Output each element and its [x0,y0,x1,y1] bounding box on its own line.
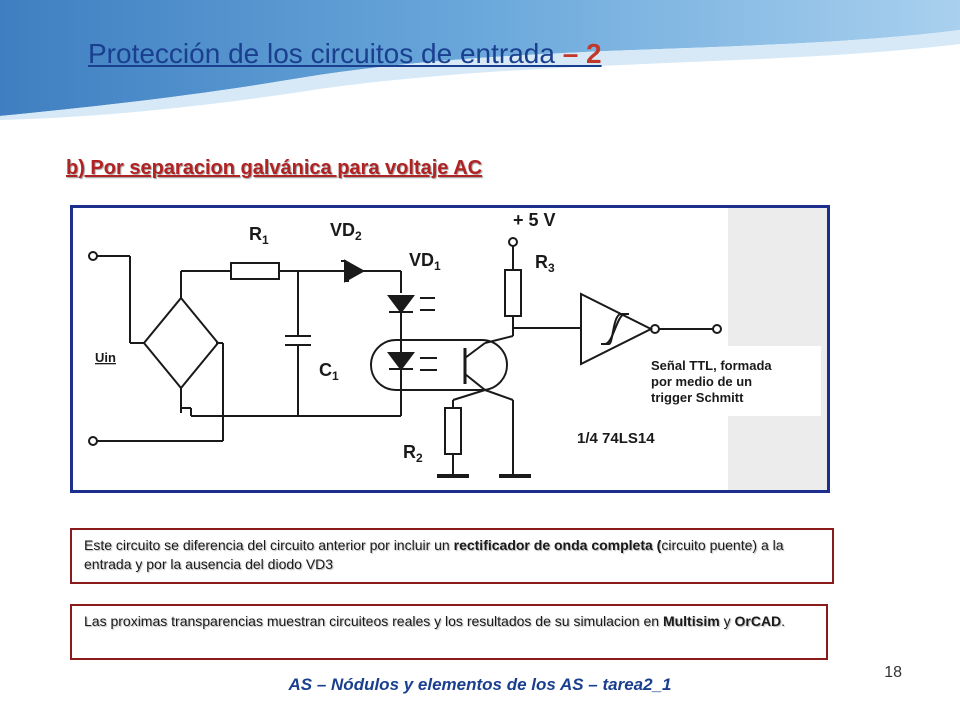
label-vcc: + 5 V [513,210,556,230]
page-title [88,38,602,70]
ttl-line-2: por medio de un [651,374,753,389]
note-box-2 [70,604,828,660]
label-r2: $R_2$ [403,442,423,465]
label-r3: $R_3$ [535,252,555,275]
label-vd1: $VD_1$ [409,250,441,273]
note1-bold-1: rectificador de onda completa ( [453,537,662,553]
zener-vd2 [341,261,363,281]
ttl-line-3: trigger Schmitt [651,390,744,405]
led-vd1 [389,296,413,312]
note2-bold-multisim: Multisim [662,613,720,629]
label-c1: $C_1$ [319,360,339,383]
page-number: 18 [884,664,902,681]
section-subtitle: b) Por separacion galvánica para voltaje AC [66,157,483,179]
output-terminal [713,325,721,333]
title-suffix: – 2 [554,38,602,69]
resistor-r1 [231,263,279,279]
bridge-rectifier [144,298,218,388]
note1-text-1: Este circuito se diferencia del circuito anterior por incluir un [84,537,454,553]
footer-text: AS – Nódulos y elementos de los AS – tarea2_1 [288,675,672,694]
label-r1: $R_1$ [249,224,269,247]
title-main: Protección de los circuitos de entrada [88,38,555,69]
label-vd2: $VD_2$ [330,220,362,243]
vcc-terminal [509,238,517,246]
resistor-r3 [505,270,521,316]
input-terminal-top [89,252,97,260]
note1-text-2: circuito puente) [661,537,758,553]
note1-text-3: a la entrada y por la ausencia del diodo VD3 [84,537,784,572]
note2-text-3: . [781,613,786,629]
optocoupler [371,340,507,390]
ttl-line-1: Señal TTL, formada [651,358,772,373]
note2-text-2: y [719,613,735,629]
note2-text-1: Las proximas transparencias muestran circuiteos reales y los resultados de su simulacion en [84,613,663,629]
label-uin: Uin [95,350,116,365]
label-ic: 1/4 74LS14 [577,430,655,447]
circuit-diagram [70,205,830,493]
note2-bold-orcad: OrCAD [734,613,782,629]
resistor-r2 [445,408,461,454]
note-box-1 [70,528,834,584]
input-terminal-bottom [89,437,97,445]
